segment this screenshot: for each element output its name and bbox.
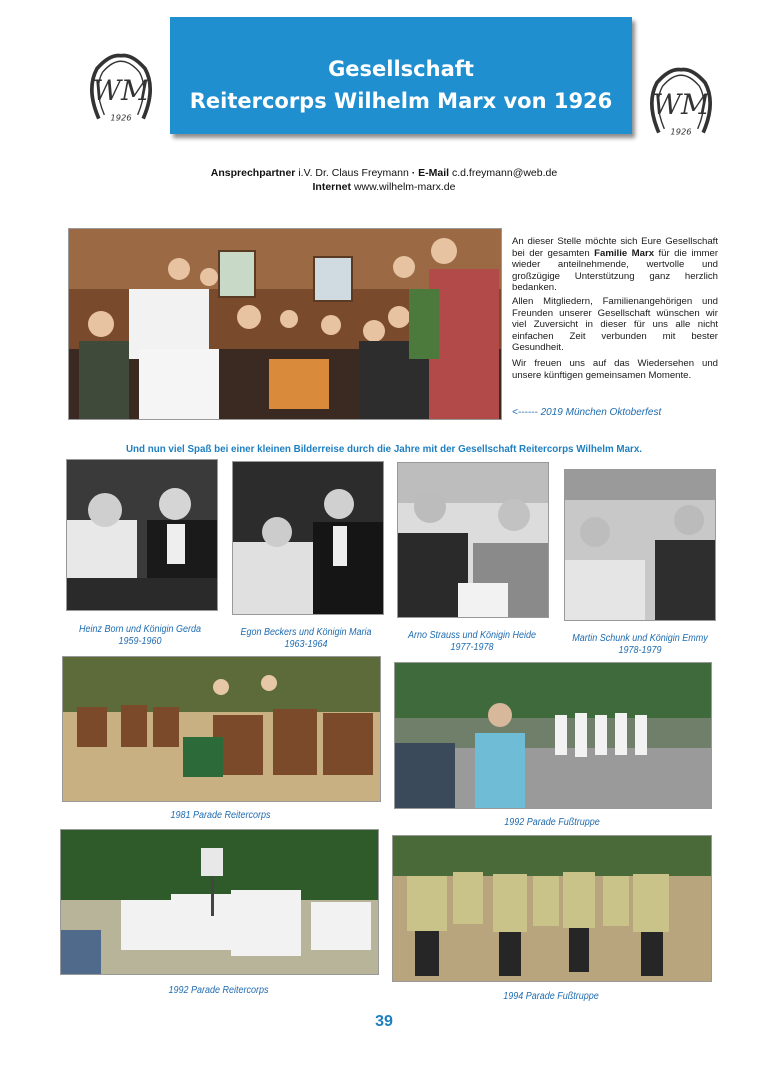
royal-photo-1959 (66, 459, 218, 611)
title-line-2: Reitercorps Wilhelm Marx von 1926 (189, 89, 613, 113)
parade-caption-1981: 1981 Parade Reitercorps (170, 810, 271, 821)
oktoberfest-photo (68, 228, 502, 420)
thanks-paragraph-1: An dieser Stelle möchte sich Eure Gesellschaft bei der gesamten Familie Marx für die immer wieder anteilnehmende, wertvolle und großzügige Unterstützung ganz herzlich bedanken. (512, 236, 719, 294)
contact-block: Ansprechpartner i.V. Dr. Claus Freymann · E-Mail c.d.freymann@web.de Internet www.wilhelm-marx.de (210, 167, 558, 193)
svg-text:1926: 1926 (670, 126, 692, 137)
intro-line: Und nun viel Spaß bei einer kleinen Bilderreise durch die Jahre mit der Gesellschaft Reitercorps Wilhelm Marx. (125, 444, 643, 455)
page-number: 39 (375, 1013, 393, 1030)
title-banner (170, 17, 632, 134)
parade-caption-1992-riders: 1992 Parade Reitercorps (168, 985, 269, 996)
club-logo-left (84, 52, 158, 126)
thanks-paragraph-3: Wir freuen uns auf das Wiedersehen und unsere künftigen gemeinsamen Momente. (512, 358, 718, 381)
parade-photo-1994-foot (392, 835, 712, 982)
parade-caption-1994-foot: 1994 Parade Fußtruppe (503, 991, 599, 1002)
title-line-1: Gesellschaft (328, 57, 474, 81)
contact-label-person: Ansprechpartner (210, 167, 296, 179)
royal-caption-2: Egon Beckers und Königin Maria 1963-1964 (240, 627, 372, 650)
thanks-paragraph-2: Allen Mitgliedern, Familienangehörigen und Freunden unserer Gesellschaft wünschen wir viel Zuversicht in dieser für uns alle nicht einfachen Zeit verbunden mit bester Gesundheit. (512, 296, 718, 354)
svg-text:WM: WM (92, 74, 150, 108)
parade-photo-1992-riders (60, 829, 379, 975)
contact-label-internet: Internet (312, 181, 352, 193)
parade-photo-1981 (62, 656, 381, 802)
contact-person: i.V. Dr. Claus Freymann (298, 167, 409, 179)
contact-internet[interactable]: www.wilhelm-marx.de (353, 181, 456, 193)
parade-caption-1992-foot: 1992 Parade Fußtruppe (504, 817, 600, 828)
oktoberfest-caption: <------ 2019 München Oktoberfest (512, 407, 662, 418)
royal-photo-1977 (397, 462, 549, 618)
parade-photo-1992-foot (394, 662, 712, 809)
contact-email[interactable]: c.d.freymann@web.de (452, 167, 558, 179)
svg-text:1926: 1926 (110, 112, 132, 123)
club-logo-right (644, 66, 718, 140)
royal-caption-3: Arno Strauss und Königin Heide 1977-1978 (407, 630, 537, 653)
royal-caption-1: Heinz Born und Königin Gerda 1959-1960 (78, 624, 202, 647)
royal-photo-1978 (564, 469, 716, 621)
royal-photo-1963 (232, 461, 384, 615)
royal-caption-4: Martin Schunk und Königin Emmy 1978-1979 (572, 633, 708, 656)
contact-label-email: E-Mail (418, 167, 450, 179)
svg-text:WM: WM (652, 88, 710, 122)
